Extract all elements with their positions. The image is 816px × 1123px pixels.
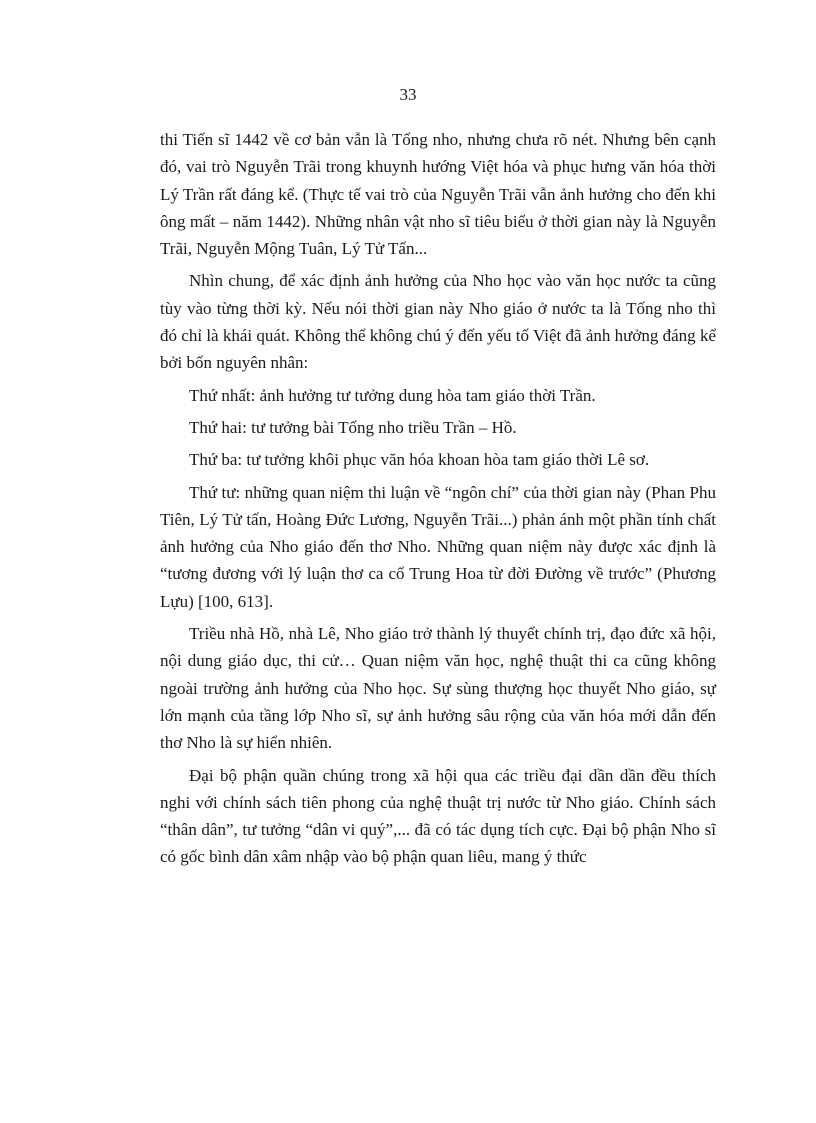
paragraph-5: Thứ ba: tư tưởng khôi phục văn hóa khoan hòa tam giáo thời Lê sơ. [189,450,650,470]
paragraph-1: thi Tiến sĩ 1442 về cơ bản vẫn là Tống nho, nhưng chưa rõ nét. Nhưng bên cạnh đó, vai trò Nguyễn Trãi trong khuynh hướng Việt hóa và phục hưng văn hóa thời Lý Trần rất đáng kể. (Thực tế vai trò của Nguyễn Trãi vẫn ảnh hưởng cho đến khi ông mất – năm 1442). Những nhân vật nho sĩ tiêu biểu ở thời gian này là Nguyễn Trãi, Nguyễn Mộng Tuân, Lý Tử Tấn... [160,130,716,259]
paragraph-4: Thứ hai: tư tưởng bài Tống nho triều Trần – Hồ. [189,417,517,437]
paragraph-6: Thứ tư: những quan niệm thi luận về “ngôn chí” của thời gian này (Phan Phu Tiên, Lý Tử tấn, Hoàng Đức Lương, Nguyễn Trãi...) phản ánh một phần tính chất ảnh hưởng của Nho giáo đến thơ Nho. Những quan niệm này được xác định là “tương đương với lý luận thơ ca cổ Trung Hoa từ đời Đường về trước” (Phương Lựu) [100, 613]. [160,482,716,611]
paragraph-3: Thứ nhất: ảnh hưởng tư tưởng dung hòa tam giáo thời Trần. [189,385,596,405]
paragraph-2: Nhìn chung, để xác định ảnh hưởng của Nho học vào văn học nước ta cũng tùy vào từng thời kỳ. Nếu nói thời gian này Nho giáo ở nước ta là Tống nho thì đó chỉ là khái quát. Không thể không chú ý đến yếu tố Việt đã ảnh hưởng đáng kể bởi bốn nguyên nhân: [160,271,716,373]
page-number: 33 [399,85,417,104]
paragraph-7: Triều nhà Hồ, nhà Lê, Nho giáo trở thành lý thuyết chính trị, đạo đức xã hội, nội dung giáo dục, thi cử… Quan niệm văn học, nghệ thuật thi ca cũng không ngoài trường ảnh hưởng của Nho học. Sự sùng thượng học thuyết Nho giáo, sự lớn mạnh của tầng lớp Nho sĩ, sự ảnh hưởng sâu rộng của văn hóa mới dẫn đến thơ Nho là sự hiển nhiên. [160,624,716,753]
paragraph-8: Đại bộ phận quần chúng trong xã hội qua các triều đại dần dần đều thích nghi với chính sách tiên phong của nghệ thuật trị nước từ Nho giáo. Chính sách “thân dân”, tư tưởng “dân vi quý”,... đã có tác dụng tích cực. Đại bộ phận Nho sĩ có gốc bình dân xâm nhập vào bộ phận quan liêu, mang ý thức [160,765,716,867]
document-body [160,126,716,876]
